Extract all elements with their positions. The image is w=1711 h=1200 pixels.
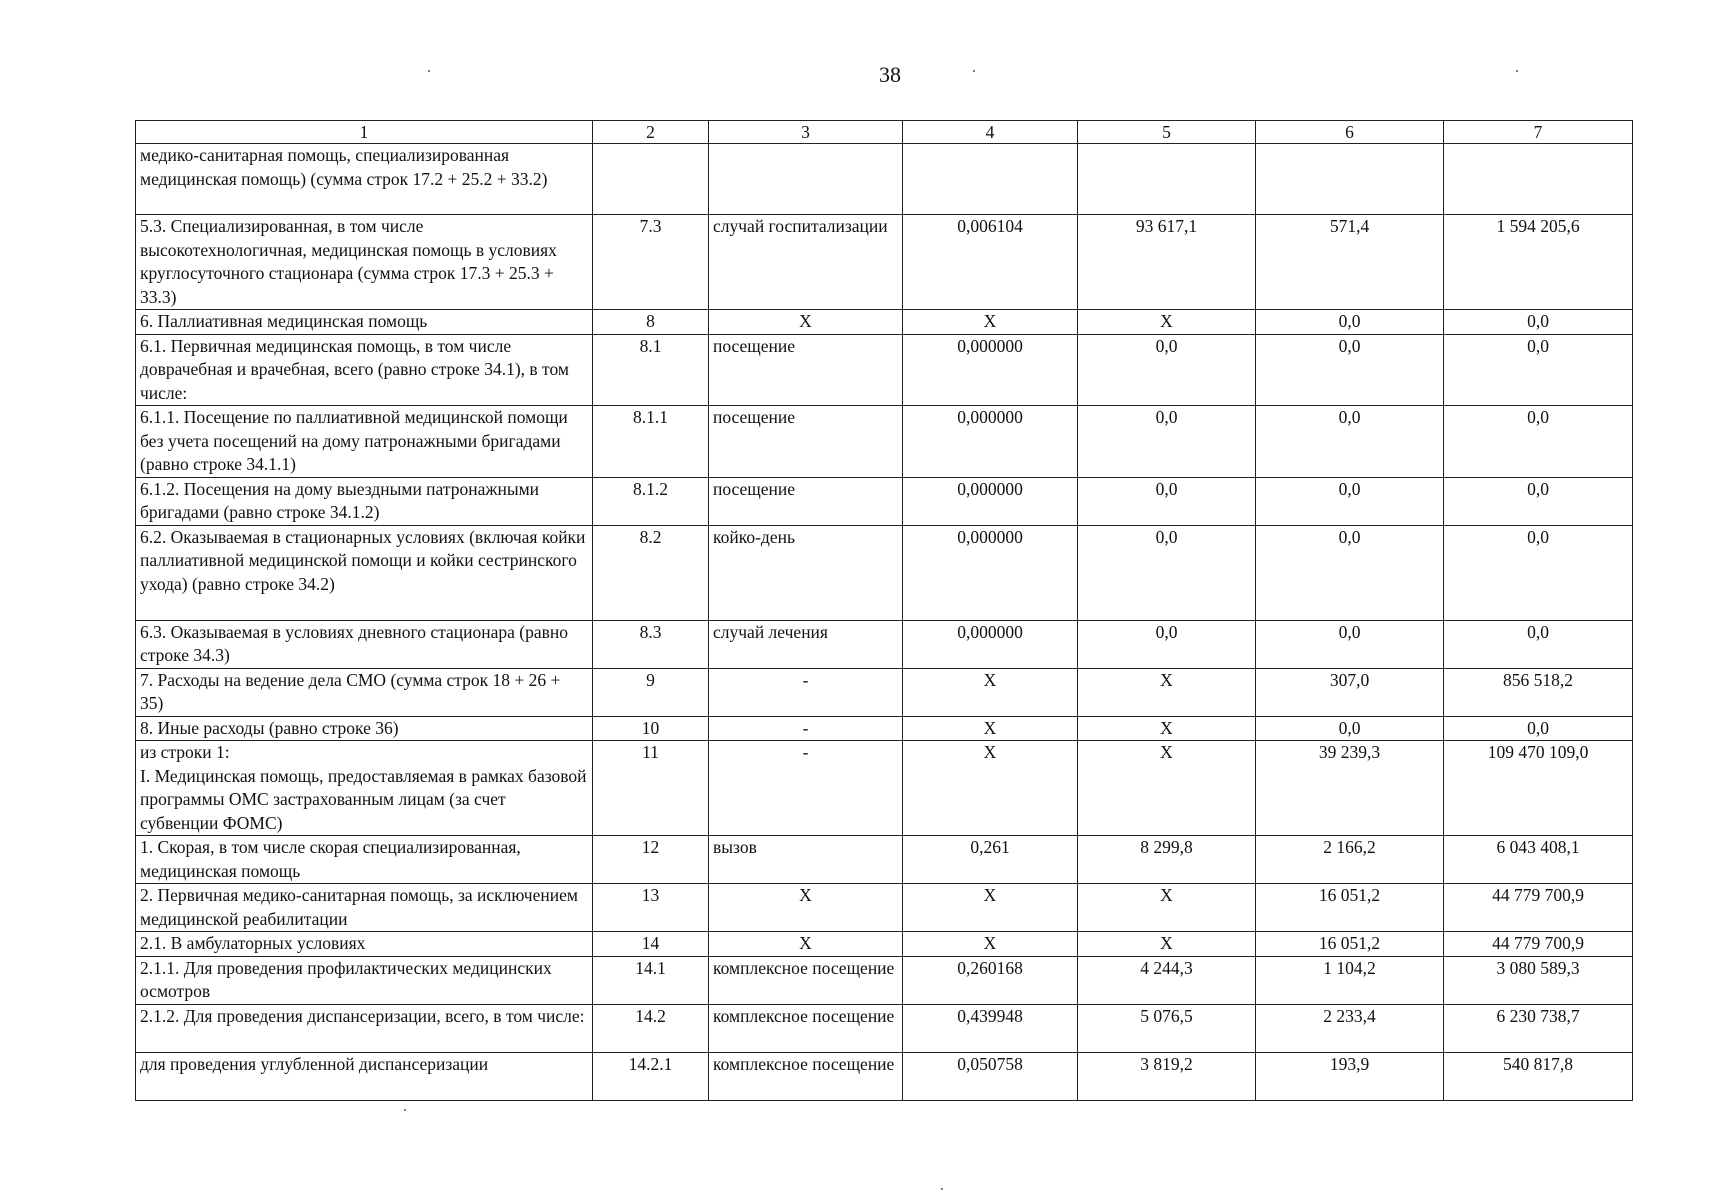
table-row xyxy=(136,932,1633,957)
per-capita-cell: 1 104,2 xyxy=(1256,956,1444,1004)
per-capita-cell: 39 239,3 xyxy=(1256,741,1444,836)
line-number-cell: 9 xyxy=(593,668,709,716)
table-row xyxy=(136,956,1633,1004)
per-capita-cell xyxy=(1256,144,1444,215)
per-capita-cell: 0,0 xyxy=(1256,406,1444,478)
total-cell: 6 043 408,1 xyxy=(1444,836,1633,884)
total-cell: 856 518,2 xyxy=(1444,668,1633,716)
norm-cost-cell: 4 244,3 xyxy=(1078,956,1256,1004)
norm-volume-cell: 0,000000 xyxy=(903,525,1078,620)
data-table xyxy=(135,120,1633,1101)
row-name-cell: для проведения углубленной диспансеризации xyxy=(136,1052,593,1100)
unit-cell: - xyxy=(709,716,903,741)
row-name-cell: 1. Скорая, в том числе скорая специализированная, медицинская помощь xyxy=(136,836,593,884)
total-cell: 0,0 xyxy=(1444,525,1633,620)
column-header: 5 xyxy=(1078,121,1256,144)
unit-cell: - xyxy=(709,741,903,836)
scan-speck xyxy=(973,70,975,72)
scan-speck xyxy=(428,70,430,72)
per-capita-cell: 193,9 xyxy=(1256,1052,1444,1100)
norm-volume-cell: Х xyxy=(903,741,1078,836)
total-cell: 0,0 xyxy=(1444,477,1633,525)
norm-cost-cell: 0,0 xyxy=(1078,620,1256,668)
column-header: 1 xyxy=(136,121,593,144)
norm-volume-cell: Х xyxy=(903,884,1078,932)
norm-volume-cell xyxy=(903,144,1078,215)
row-name-cell: 2. Первичная медико-санитарная помощь, за исключением медицинской реабилитации xyxy=(136,884,593,932)
row-name-cell: 6.3. Оказываемая в условиях дневного стационара (равно строке 34.3) xyxy=(136,620,593,668)
per-capita-cell: 0,0 xyxy=(1256,310,1444,335)
norm-volume-cell: 0,000000 xyxy=(903,620,1078,668)
norm-cost-cell: Х xyxy=(1078,310,1256,335)
total-cell: 540 817,8 xyxy=(1444,1052,1633,1100)
scan-speck xyxy=(404,1109,406,1111)
total-cell: 0,0 xyxy=(1444,406,1633,478)
norm-volume-cell: 0,261 xyxy=(903,836,1078,884)
total-cell: 109 470 109,0 xyxy=(1444,741,1633,836)
header-row xyxy=(136,121,1633,144)
line-number-cell: 8 xyxy=(593,310,709,335)
per-capita-cell: 2 233,4 xyxy=(1256,1004,1444,1052)
unit-cell: Х xyxy=(709,310,903,335)
table-row xyxy=(136,1004,1633,1052)
line-number-cell: 8.1 xyxy=(593,334,709,406)
line-number-cell: 7.3 xyxy=(593,215,709,310)
norm-cost-cell xyxy=(1078,144,1256,215)
per-capita-cell: 307,0 xyxy=(1256,668,1444,716)
column-header: 2 xyxy=(593,121,709,144)
per-capita-cell: 0,0 xyxy=(1256,334,1444,406)
total-cell: 3 080 589,3 xyxy=(1444,956,1633,1004)
norm-volume-cell: Х xyxy=(903,932,1078,957)
row-name-cell: 6.1.1. Посещение по паллиативной медицинской помощи без учета посещений на дому патронажными бригадами (равно строке 34.1.1) xyxy=(136,406,593,478)
norm-cost-cell: Х xyxy=(1078,932,1256,957)
total-cell: 0,0 xyxy=(1444,716,1633,741)
line-number-cell: 14.2 xyxy=(593,1004,709,1052)
line-number-cell: 12 xyxy=(593,836,709,884)
norm-cost-cell: 5 076,5 xyxy=(1078,1004,1256,1052)
per-capita-cell: 0,0 xyxy=(1256,477,1444,525)
page-number: 38 xyxy=(879,62,901,87)
row-name-cell: 6.1.2. Посещения на дому выездными патронажными бригадами (равно строке 34.1.2) xyxy=(136,477,593,525)
norm-volume-cell: 0,000000 xyxy=(903,477,1078,525)
norm-volume-cell: 0,050758 xyxy=(903,1052,1078,1100)
line-number-cell: 8.1.1 xyxy=(593,406,709,478)
norm-cost-cell: 93 617,1 xyxy=(1078,215,1256,310)
norm-volume-cell: 0,000000 xyxy=(903,406,1078,478)
table-row xyxy=(136,668,1633,716)
unit-cell: койко-день xyxy=(709,525,903,620)
total-cell: 0,0 xyxy=(1444,334,1633,406)
per-capita-cell: 0,0 xyxy=(1256,620,1444,668)
norm-volume-cell: Х xyxy=(903,668,1078,716)
line-number-cell: 14.2.1 xyxy=(593,1052,709,1100)
row-name-cell: из строки 1: I. Медицинская помощь, предоставляемая в рамках базовой программы ОМС застрахованным лицам (за счет субвенции ФОМС) xyxy=(136,741,593,836)
total-cell: 0,0 xyxy=(1444,620,1633,668)
norm-cost-cell: 0,0 xyxy=(1078,525,1256,620)
total-cell xyxy=(1444,144,1633,215)
norm-cost-cell: Х xyxy=(1078,884,1256,932)
norm-volume-cell: 0,260168 xyxy=(903,956,1078,1004)
norm-cost-cell: Х xyxy=(1078,716,1256,741)
row-name-cell: 2.1. В амбулаторных условиях xyxy=(136,932,593,957)
norm-cost-cell: 3 819,2 xyxy=(1078,1052,1256,1100)
per-capita-cell: 16 051,2 xyxy=(1256,884,1444,932)
line-number-cell: 8.1.2 xyxy=(593,477,709,525)
per-capita-cell: 0,0 xyxy=(1256,716,1444,741)
line-number-cell xyxy=(593,144,709,215)
unit-cell: посещение xyxy=(709,334,903,406)
column-header: 6 xyxy=(1256,121,1444,144)
row-name-cell: 2.1.1. Для проведения профилактических медицинских осмотров xyxy=(136,956,593,1004)
line-number-cell: 10 xyxy=(593,716,709,741)
total-cell: 0,0 xyxy=(1444,310,1633,335)
row-name-cell: 8. Иные расходы (равно строке 36) xyxy=(136,716,593,741)
row-name-cell: 6.2. Оказываемая в стационарных условиях (включая койки паллиативной медицинской помощи и койки сестринского ухода) (равно строке 34.2) xyxy=(136,525,593,620)
table-row xyxy=(136,215,1633,310)
unit-cell: - xyxy=(709,668,903,716)
table-row xyxy=(136,836,1633,884)
norm-volume-cell: 0,006104 xyxy=(903,215,1078,310)
norm-cost-cell: 0,0 xyxy=(1078,334,1256,406)
total-cell: 44 779 700,9 xyxy=(1444,932,1633,957)
total-cell: 44 779 700,9 xyxy=(1444,884,1633,932)
unit-cell xyxy=(709,144,903,215)
row-name-cell: 5.3. Специализированная, в том числе высокотехнологичная, медицинская помощь в условиях круглосуточного стационара (сумма строк 17.3 + 25.3 + 33.3) xyxy=(136,215,593,310)
unit-cell: комплексное посещение xyxy=(709,1052,903,1100)
table-row xyxy=(136,144,1633,215)
norm-volume-cell: Х xyxy=(903,310,1078,335)
row-name-cell: 6. Паллиативная медицинская помощь xyxy=(136,310,593,335)
table-row xyxy=(136,477,1633,525)
scan-speck xyxy=(941,1188,943,1190)
unit-cell: комплексное посещение xyxy=(709,956,903,1004)
unit-cell: комплексное посещение xyxy=(709,1004,903,1052)
line-number-cell: 13 xyxy=(593,884,709,932)
total-cell: 6 230 738,7 xyxy=(1444,1004,1633,1052)
table-row xyxy=(136,620,1633,668)
row-name-cell: 6.1. Первичная медицинская помощь, в том числе доврачебная и врачебная, всего (равно строке 34.1), в том числе: xyxy=(136,334,593,406)
norm-cost-cell: Х xyxy=(1078,741,1256,836)
unit-cell: случай госпитализации xyxy=(709,215,903,310)
per-capita-cell: 571,4 xyxy=(1256,215,1444,310)
norm-cost-cell: 8 299,8 xyxy=(1078,836,1256,884)
total-cell: 1 594 205,6 xyxy=(1444,215,1633,310)
table-row xyxy=(136,334,1633,406)
unit-cell: Х xyxy=(709,932,903,957)
line-number-cell: 8.3 xyxy=(593,620,709,668)
row-name-cell: 2.1.2. Для проведения диспансеризации, всего, в том числе: xyxy=(136,1004,593,1052)
row-name-cell: 7. Расходы на ведение дела СМО (сумма строк 18 + 26 + 35) xyxy=(136,668,593,716)
table-row xyxy=(136,884,1633,932)
unit-cell: вызов xyxy=(709,836,903,884)
norm-volume-cell: 0,439948 xyxy=(903,1004,1078,1052)
line-number-cell: 14 xyxy=(593,932,709,957)
line-number-cell: 11 xyxy=(593,741,709,836)
scan-speck xyxy=(1516,70,1518,72)
line-number-cell: 14.1 xyxy=(593,956,709,1004)
column-header: 4 xyxy=(903,121,1078,144)
unit-cell: Х xyxy=(709,884,903,932)
norm-volume-cell: Х xyxy=(903,716,1078,741)
norm-cost-cell: 0,0 xyxy=(1078,477,1256,525)
per-capita-cell: 2 166,2 xyxy=(1256,836,1444,884)
line-number-cell: 8.2 xyxy=(593,525,709,620)
table-row xyxy=(136,741,1633,836)
unit-cell: посещение xyxy=(709,406,903,478)
table-row xyxy=(136,310,1633,335)
table-row xyxy=(136,716,1633,741)
per-capita-cell: 0,0 xyxy=(1256,525,1444,620)
row-name-cell: медико-санитарная помощь, специализированная медицинская помощь) (сумма строк 17.2 + 25.2 + 33.2) xyxy=(136,144,593,215)
column-header: 7 xyxy=(1444,121,1633,144)
table-row xyxy=(136,525,1633,620)
table-row xyxy=(136,1052,1633,1100)
column-header: 3 xyxy=(709,121,903,144)
table-body xyxy=(136,144,1633,1101)
norm-cost-cell: 0,0 xyxy=(1078,406,1256,478)
norm-cost-cell: Х xyxy=(1078,668,1256,716)
per-capita-cell: 16 051,2 xyxy=(1256,932,1444,957)
table-row xyxy=(136,406,1633,478)
norm-volume-cell: 0,000000 xyxy=(903,334,1078,406)
unit-cell: посещение xyxy=(709,477,903,525)
unit-cell: случай лечения xyxy=(709,620,903,668)
